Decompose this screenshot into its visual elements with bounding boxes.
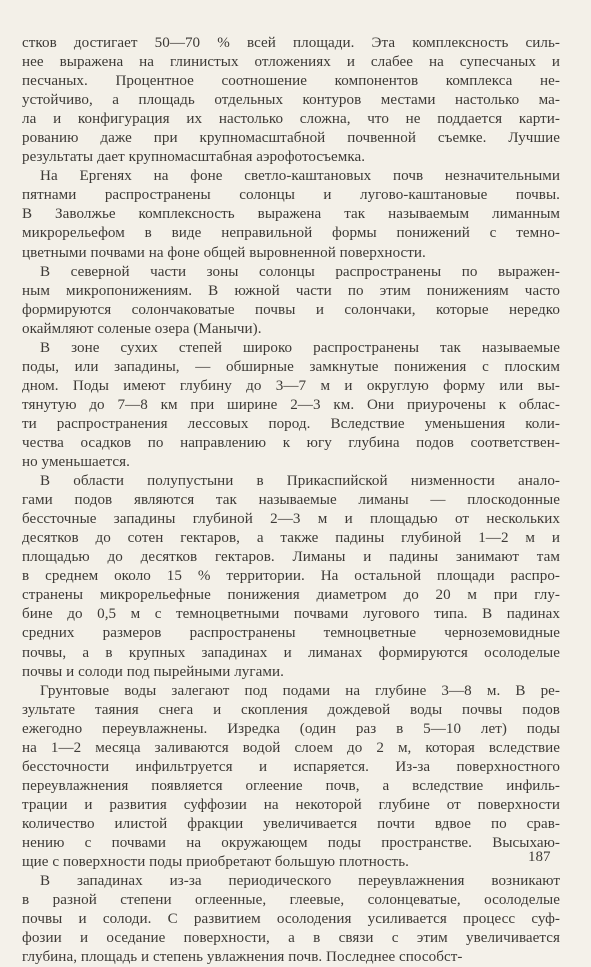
text-line: цветными почвами на фоне общей выровненной поверхности.	[22, 244, 426, 261]
text-line: бессточные западины глубиной 2—3 м и площадью от нескольких	[22, 511, 560, 528]
text-line: пятнами распространены солонцы и лугово-каштановые почвы.	[22, 187, 560, 204]
paragraph	[22, 472, 560, 682]
text-line: средних размеров распространены темноцветные черноземовидные	[22, 625, 560, 642]
body-text	[22, 34, 560, 967]
text-line: нее выражена на глинистых отложениях и слабее на супесчаных и	[22, 54, 560, 71]
text-line: микрорельефом в виде неправильной формы понижений с темно-	[22, 225, 560, 242]
text-line: окаймляют соленые озера (Манычи).	[22, 320, 262, 337]
paragraph	[22, 167, 560, 262]
text-line: ла и конфигурация их настолько сложна, что не поддается карти-	[22, 111, 560, 128]
paragraph	[22, 682, 560, 872]
text-line: зультате таяния снега и скопления дождевой воды почвы подов	[22, 701, 560, 718]
text-line: В Заволжье комплексность выражена так называемым лиманным	[22, 206, 560, 223]
text-line: гами подов являются так называемые лиманы — плоскодонные	[22, 492, 560, 509]
text-line: почвы и солоди. С развитием осолодения усиливается процесс суф-	[22, 911, 560, 928]
text-line: песчаных. Процентное соотношение компонентов комплекса не-	[22, 73, 560, 90]
text-line: бессточности инфильтруется и испаряется. Из-за поверхностного	[22, 758, 560, 775]
paragraph	[22, 872, 560, 967]
text-line: нению с почвами на окружающем поды пространстве. Высыхаю-	[22, 834, 560, 851]
text-line: устойчиво, а площадь отдельных контуров местами настолько ма-	[22, 92, 560, 109]
text-line: В зоне сухих степей широко распространены так называемые	[40, 339, 560, 356]
text-line: почвы и солоди под пырейными лугами.	[22, 663, 284, 680]
paragraph	[22, 339, 560, 472]
text-line: Грунтовые воды залегают под подами на глубине 3—8 м. В ре-	[40, 682, 560, 699]
text-line: в среднем около 15 % территории. На остальной площади распро-	[22, 568, 560, 585]
text-line: глубина, площадь и степень увлажнения почв. Последнее способст-	[22, 949, 463, 966]
text-line: на 1—2 месяца заливаются водой слоем до 2 м, которая вследствие	[22, 739, 560, 756]
text-line: ежегодно переувлажнены. Изредка (один раз в 5—10 лет) поды	[22, 720, 560, 737]
text-line: поды, или западины, — обширные замкнутые понижения с плоским	[22, 358, 560, 375]
text-line: дном. Поды имеют глубину до 3—7 м и округлую форму или вы-	[22, 377, 560, 394]
text-line: ным микропонижениям. В южной части по этим понижениям часто	[22, 282, 560, 299]
paragraph	[22, 263, 560, 339]
text-line: чества осадков по направлению к югу глубина подов соответствен-	[22, 434, 560, 451]
text-line: формируются солончаковатые почвы и солончаки, которые нередко	[22, 301, 560, 318]
paragraph	[22, 34, 560, 167]
text-line: десятков до сотен гектаров, а также падины глубиной 1—2 м и	[22, 530, 560, 547]
text-line: тянутую до 7—8 км при ширине 2—3 км. Они приурочены к облас-	[22, 396, 560, 413]
text-line: На Ергенях на фоне светло-каштановых почв незначительными	[40, 168, 560, 185]
text-line: переувлажнения появляется оглеение почв, а вследствие инфиль-	[22, 777, 560, 794]
text-line: но уменьшается.	[22, 454, 130, 471]
text-line: В западинах из-за периодического переувлажнения возникают	[40, 873, 560, 890]
text-line: результаты дает крупномасштабная аэрофотосъемка.	[22, 149, 366, 166]
page-number: 187	[528, 849, 551, 865]
text-line: трации и развития суффозии на некоторой глубине от поверхности	[22, 796, 560, 813]
text-line: странены микрорельефные понижения диаметром до 20 м при глу-	[22, 587, 560, 604]
text-line: почвы, а в крупных западинах и лиманах формируются осолоделые	[22, 644, 560, 661]
text-line: фозии и оседание поверхности, а в связи с этим увеличивается	[22, 930, 560, 947]
text-line: стков достигает 50—70 % всей площади. Эта комплексность силь-	[22, 35, 560, 51]
text-line: площадью до десятков гектаров. Лиманы и падины занимают там	[22, 549, 560, 566]
text-line: бине до 0,5 м с темноцветными почвами лугового типа. В падинах	[22, 606, 560, 623]
text-line: ти распространения лессовых пород. Вследствие уменьшения коли-	[22, 415, 560, 432]
text-line: В северной части зоны солонцы распространены по выражен-	[40, 263, 560, 280]
text-line: рованию даже при крупномасштабной почвенной съемке. Лучшие	[22, 130, 560, 147]
text-line: щие с поверхности поды приобретают большую плотность.	[22, 854, 409, 871]
text-line: В области полупустыни в Прикаспийской низменности анало-	[40, 473, 560, 490]
text-line: в разной степени оглеенные, глеевые, солонцеватые, осолоделые	[22, 892, 560, 909]
text-line: количество илистой фракции увеличивается почти вдвое по срав-	[22, 815, 560, 832]
